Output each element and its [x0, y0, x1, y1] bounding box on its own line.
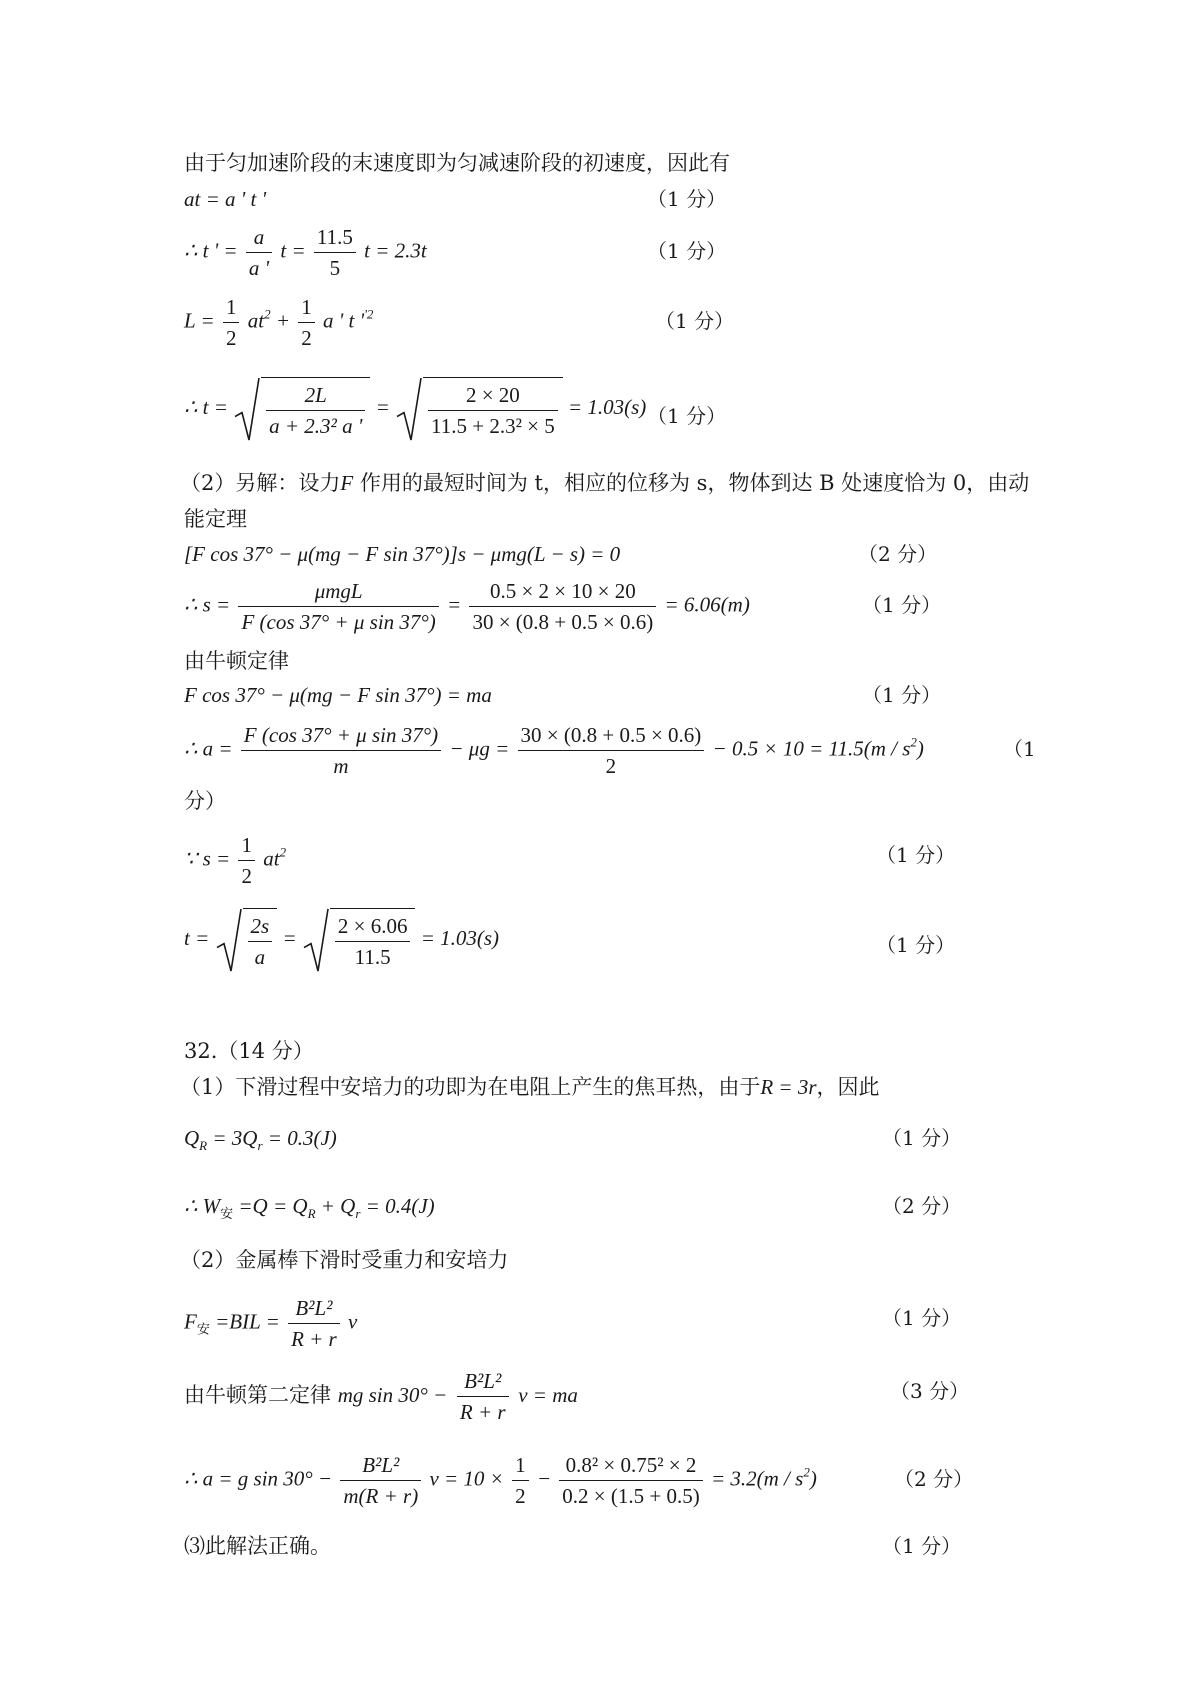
score-6: （1 分）: [862, 593, 942, 617]
eq2-frac-2: [314, 222, 356, 283]
eq10-sqrt-2: [302, 908, 416, 972]
eq13-mid: =BIL =: [215, 1309, 280, 1334]
equation-3: [184, 292, 373, 353]
eq6-lhs: ∴ s =: [184, 592, 231, 617]
eq15-frac-3-num: 0.8² × 0.75² × 2: [559, 1450, 702, 1481]
eq3-sup-2: '2: [364, 306, 374, 322]
eq9-term: at: [263, 846, 280, 871]
eq8-sup: 2: [910, 734, 917, 750]
part-2-text-a: （2）另解：设力: [180, 471, 341, 495]
eq8-frac-1: [241, 720, 441, 781]
eq8-frac-1-num: F (cos 37° + μ sin 37°): [241, 720, 441, 751]
eq15-rhs: = 3.2(m / s: [710, 1466, 804, 1491]
eq12-c: = 0.4(J): [365, 1194, 435, 1218]
eq2-frac-2-den: 5: [329, 256, 341, 280]
score-14: （3 分）: [890, 1379, 970, 1403]
eq15-frac-1: [340, 1450, 421, 1511]
eq13-frac: [288, 1293, 340, 1354]
eq4-frac-1: [266, 380, 365, 441]
score-9: （1 分）: [876, 843, 956, 867]
eq15-lhs: ∴ a = g sin 30° −: [184, 1466, 333, 1491]
eq3-plus: +: [275, 308, 290, 333]
eq10-sqrt-1: [215, 908, 278, 972]
eq13-frac-num: B²L²: [288, 1293, 340, 1324]
eq14-frac-den: R + r: [459, 1400, 506, 1424]
eq3-frac-1-num: 1: [223, 292, 240, 323]
eq3-term-2: a ' t ': [323, 308, 365, 333]
eq12-a: =Q = Q: [238, 1194, 308, 1218]
eq14-lhs: mg sin 30° −: [337, 1383, 448, 1407]
eq4-frac-1-num: 2L: [266, 380, 365, 411]
equation-11: [184, 1125, 337, 1159]
equation-5: [F cos 37° − μ(mg − F sin 37°)]s − μmg(L − s) = 0: [184, 542, 621, 566]
eq15-minus: −: [536, 1466, 552, 1491]
equation-10: [184, 908, 499, 972]
equation-1: at = a ' t ': [184, 187, 267, 211]
eq6-frac-2-den: 30 × (0.8 + 0.5 × 0.6): [472, 610, 654, 634]
eq15-mid: v = 10 ×: [429, 1466, 504, 1491]
radical-sign-icon: [302, 908, 330, 974]
eq2-mid: t =: [280, 238, 306, 263]
eq15-sup: 2: [803, 1464, 810, 1480]
eq6-frac-2: [469, 576, 656, 637]
score-15: （2 分）: [894, 1467, 974, 1491]
eq3-lhs: L =: [184, 308, 215, 333]
eq9-lhs: ∵ s =: [184, 846, 231, 871]
eq4-frac-2: [428, 380, 558, 441]
score-7: （1 分）: [862, 683, 942, 707]
eq13-frac-den: R + r: [291, 1327, 337, 1351]
eq10-frac-2: [335, 911, 411, 972]
score-4: （1 分）: [647, 404, 727, 428]
eq4-lhs: ∴ t =: [184, 394, 228, 419]
eq9-frac-num: 1: [238, 830, 255, 861]
q32-part-1-text-a: （1）下滑过程中安培力的功即为在电阻上产生的焦耳热，由于: [180, 1075, 761, 1099]
eq9-sup: 2: [279, 844, 287, 860]
eq9-frac: [238, 830, 255, 891]
text-q32-part-3: ⑶此解法正确。: [184, 1534, 331, 1558]
eq11-mid: = 3Q: [212, 1126, 258, 1150]
eq10-eq: =: [282, 925, 297, 950]
equation-15: [184, 1450, 817, 1511]
equation-8: [184, 720, 924, 781]
eq4-eq: =: [375, 394, 390, 419]
eq15-frac-2-den: 2: [515, 1484, 526, 1508]
eq4-frac-2-num: 2 × 20: [428, 380, 558, 411]
eq6-frac-1: [238, 576, 438, 637]
eq8-mid: − μg =: [449, 736, 510, 761]
score-12: （2 分）: [882, 1194, 962, 1218]
eq10-frac-2-den: 11.5: [354, 945, 391, 969]
eq8-lhs: ∴ a =: [184, 736, 233, 761]
radical-sign-icon: [233, 377, 261, 443]
eq14-rhs: v = ma: [518, 1383, 578, 1407]
eq4-frac-1-den: a + 2.3² a ': [269, 414, 363, 438]
score-13: （1 分）: [882, 1306, 962, 1330]
eq3-frac-2-num: 1: [298, 292, 315, 323]
score-10: （1 分）: [876, 933, 956, 957]
eq3-sup-1: 2: [264, 306, 271, 322]
score-3: （1 分）: [655, 309, 735, 333]
text-q32-part-1: [180, 1074, 880, 1100]
eq8-frac-1-den: m: [333, 754, 349, 778]
eq2-frac-1-num: a: [246, 222, 272, 253]
question-32-heading: 32.（14 分）: [184, 1039, 314, 1063]
eq11-rhs: = 0.3(J): [267, 1126, 337, 1150]
score-16: （1 分）: [882, 1534, 962, 1558]
text-newton-second-law: 由牛顿第二定律: [184, 1383, 331, 1407]
eq8-rhs: − 0.5 × 10 = 11.5(m / s: [712, 736, 911, 761]
eq12-lhs: ∴ W: [184, 1194, 221, 1218]
radical-sign-icon: [395, 377, 423, 443]
eq13-v: v: [347, 1309, 358, 1334]
eq15-close: ): [809, 1466, 817, 1491]
eq15-frac-1-num: B²L²: [340, 1450, 421, 1481]
eq14-frac: [457, 1366, 509, 1427]
eq12-sub-r-big: R: [307, 1206, 316, 1221]
eq10-frac-1-num: 2s: [248, 911, 273, 942]
equation-12: [184, 1193, 435, 1227]
equation-13: [184, 1293, 357, 1354]
eq10-frac-1: [248, 911, 273, 972]
eq6-frac-1-den: F (cos 37° + μ sin 37°): [241, 610, 436, 634]
q32-part-1-text-b: ，因此: [816, 1075, 880, 1099]
eq8-frac-2-den: 2: [605, 754, 617, 778]
eq15-frac-2: [512, 1450, 529, 1511]
eq12-sub-r: r: [355, 1206, 361, 1221]
equation-9: [184, 830, 286, 891]
eq10-rhs: = 1.03(s): [420, 925, 500, 950]
equation-2: [184, 222, 427, 283]
text-part-2-cont: 能定理: [184, 507, 247, 531]
score-2: （1 分）: [647, 239, 727, 263]
eq4-sqrt-1: [233, 377, 370, 441]
eq12-b: + Q: [320, 1194, 356, 1218]
eq2-frac-1-den: a ': [248, 256, 270, 280]
eq11-sub-r: r: [257, 1138, 263, 1153]
eq13-f: F: [184, 1309, 197, 1334]
part-2-force-symbol: F: [340, 471, 354, 495]
text-q32-part-2: （2）金属棒下滑时受重力和安培力: [180, 1248, 509, 1272]
eq6-eq: =: [447, 592, 462, 617]
eq15-frac-1-den: m(R + r): [343, 1484, 419, 1508]
text-part-2: [180, 470, 1029, 496]
eq12-sub-an: 安: [220, 1206, 234, 1221]
eq3-frac-1-den: 2: [225, 326, 237, 350]
radical-sign-icon: [215, 908, 243, 974]
eq10-lhs: t =: [184, 925, 210, 950]
eq8-frac-2: [518, 720, 705, 781]
eq6-rhs: = 6.06(m): [664, 592, 750, 617]
eq3-frac-2-den: 2: [301, 326, 312, 350]
q32-part-1-condition: R = 3r: [760, 1075, 817, 1099]
eq14-frac-num: B²L²: [457, 1366, 509, 1397]
eq2-rhs: t = 2.3t: [364, 238, 427, 263]
eq2-frac-2-num: 11.5: [314, 222, 356, 253]
equation-14: [184, 1366, 578, 1427]
score-8: （1: [1003, 737, 1036, 761]
eq2-frac-1: [246, 222, 272, 283]
score-1: （1 分）: [647, 187, 727, 211]
eq4-frac-2-den: 11.5 + 2.3² × 5: [431, 414, 555, 438]
part-2-text-b: 作用的最短时间为 t，相应的位移为 s，物体到达 B 处速度恰为 0，由动: [353, 471, 1030, 495]
eq11-q: Q: [184, 1126, 200, 1150]
eq6-frac-1-num: μmgL: [238, 576, 438, 607]
eq8-frac-2-num: 30 × (0.8 + 0.5 × 0.6): [518, 720, 705, 751]
eq10-frac-2-num: 2 × 6.06: [335, 911, 411, 942]
score-11: （1 分）: [882, 1126, 962, 1150]
eq6-frac-2-num: 0.5 × 2 × 10 × 20: [469, 576, 656, 607]
eq8-close: ): [916, 736, 924, 761]
text-newton-law: 由牛顿定律: [184, 649, 289, 673]
eq15-frac-3-den: 0.2 × (1.5 + 0.5): [562, 1484, 700, 1508]
eq13-sub-an: 安: [196, 1321, 210, 1337]
score-5: （2 分）: [858, 542, 938, 566]
equation-6: [184, 576, 750, 637]
eq15-frac-3: [559, 1450, 702, 1511]
eq4-rhs: = 1.03(s): [567, 394, 647, 419]
equation-7: F cos 37° − μ(mg − F sin 37°) = ma: [184, 683, 492, 707]
eq4-sqrt-2: [395, 377, 563, 441]
eq2-lhs: ∴ t ' =: [184, 238, 238, 263]
equation-4: [184, 377, 646, 441]
text-line-1: 由于匀加速阶段的末速度即为匀减速阶段的初速度，因此有: [184, 151, 730, 175]
eq9-frac-den: 2: [241, 864, 252, 888]
eq3-frac-2: [298, 292, 315, 353]
score-8-wrap: 分）: [184, 789, 226, 813]
eq3-term-1: at: [247, 308, 265, 333]
eq3-frac-1: [223, 292, 240, 353]
eq11-sub-r-big: R: [199, 1138, 208, 1153]
eq15-frac-2-num: 1: [512, 1450, 529, 1481]
eq10-frac-1-den: a: [254, 945, 266, 969]
